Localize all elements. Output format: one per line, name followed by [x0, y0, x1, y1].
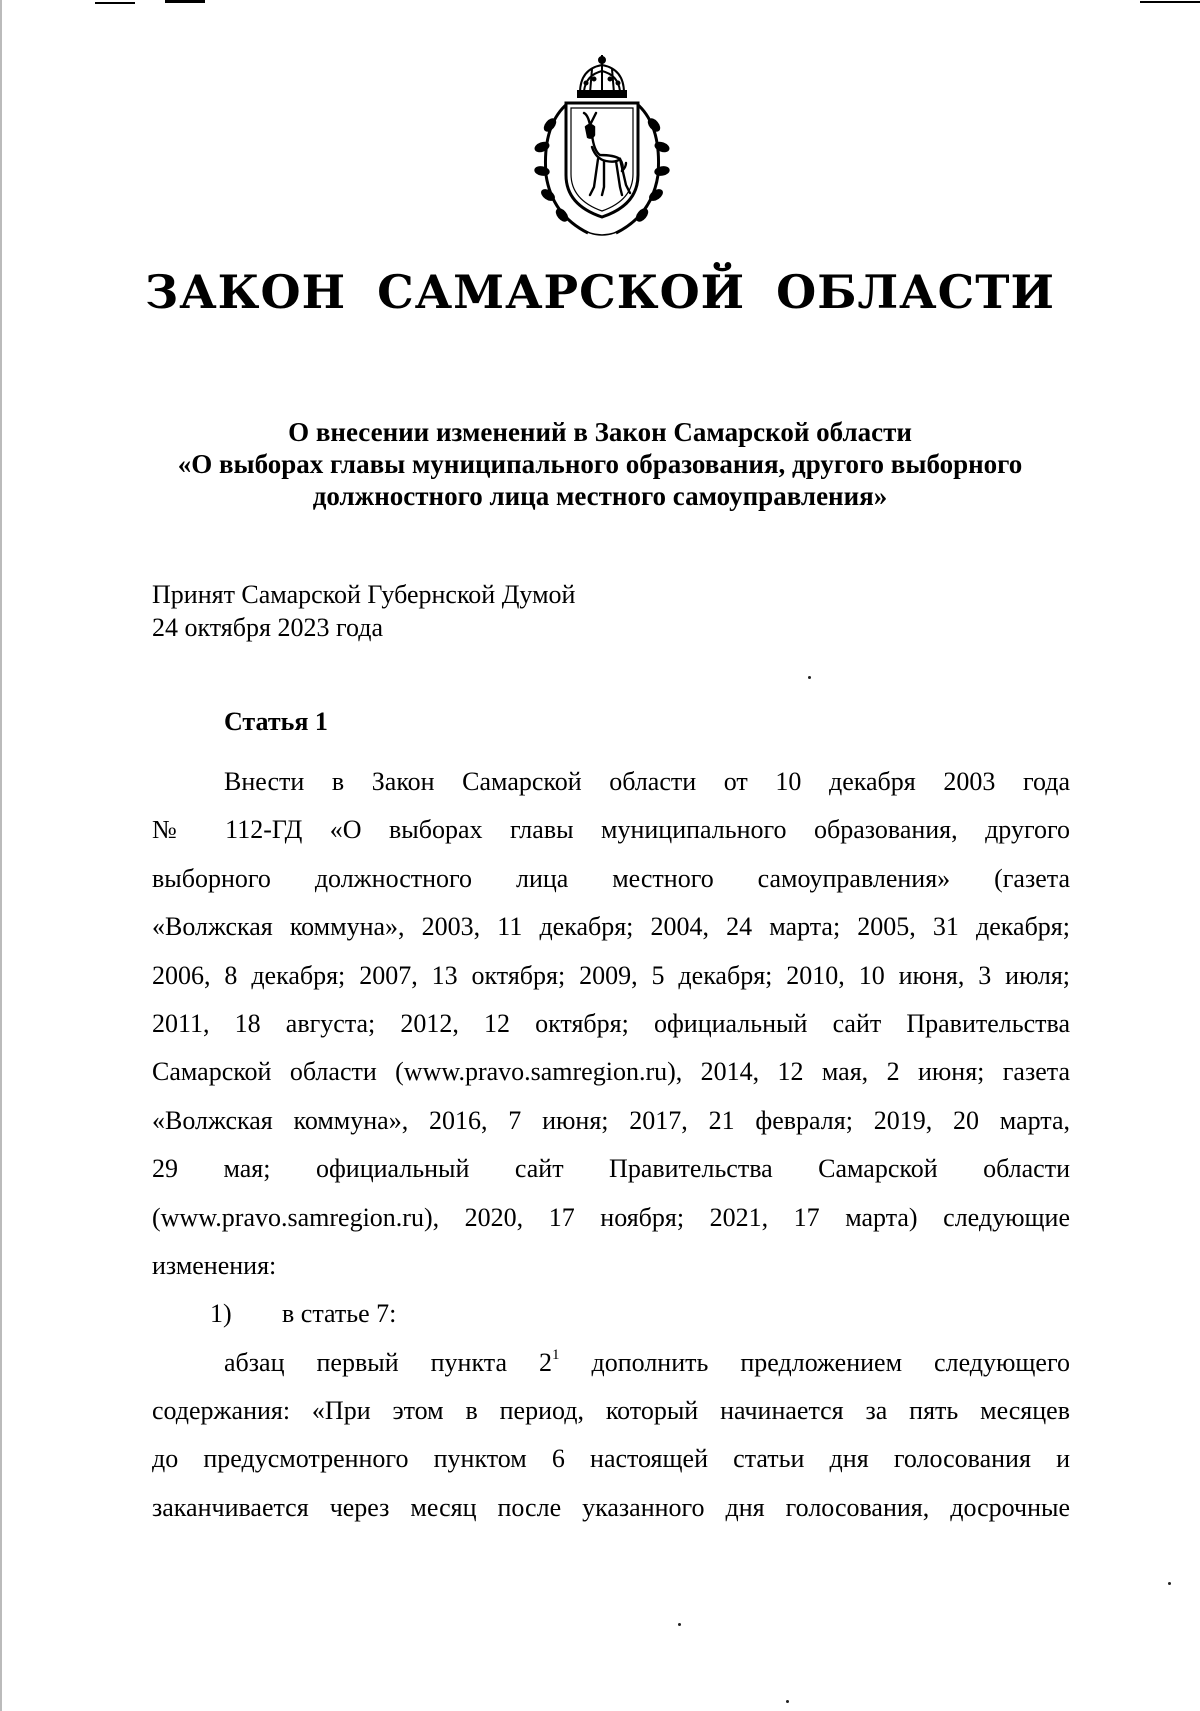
scan-artifact: [165, 0, 205, 3]
text-line: (www.pravo.samregion.ru), 2020, 17 ноября; 2021, 17 марта) следующие: [152, 1202, 1070, 1232]
text-line: содержания: «При этом в период, который начинается за пять месяцев: [152, 1396, 1070, 1426]
paragraph-start: абзац первый пункта 2: [224, 1347, 553, 1377]
scan-speck: [1168, 1582, 1171, 1585]
list-item: [152, 1290, 1070, 1338]
list-item-number: 1): [210, 1299, 232, 1329]
text-line: до предусмотренного пунктом 6 настоящей статьи дня голосования и: [152, 1444, 1070, 1474]
superscript: 1: [552, 1347, 560, 1364]
text-line: «Волжская коммуна», 2016, 7 июня; 2017, 21 февраля; 2019, 20 марта,: [152, 1105, 1070, 1135]
crown-icon: [578, 55, 626, 97]
text-line: Самарской области (www.pravo.samregion.ru), 2014, 12 мая, 2 июня; газета: [152, 1057, 1070, 1087]
text-line: заканчивается через месяц после указанного дня голосования, досрочные: [152, 1492, 1070, 1522]
adoption-date: 24 октября 2023 года: [152, 613, 383, 642]
text-line: 29 мая; официальный сайт Правительства Самарской области: [152, 1154, 1070, 1184]
adoption-info: [152, 578, 575, 644]
text-line: изменения:: [152, 1250, 277, 1280]
subtitle-line: О внесении изменений в Закон Самарской области: [288, 417, 912, 447]
article-body: [152, 758, 1070, 1532]
text-line: [152, 1339, 1070, 1387]
scan-speck: [786, 1700, 789, 1703]
text-line: Внести в Закон Самарской области от 10 декабря 2003 года: [224, 767, 1070, 796]
list-item-text: в статье 7:: [282, 1299, 397, 1329]
subtitle-line: должностного лица местного самоуправления»: [312, 481, 888, 511]
text-line: № 112-ГД «О выборах главы муниципального образования, другого: [152, 815, 1070, 845]
scan-artifact: [95, 2, 135, 4]
law-subtitle: [100, 416, 1100, 512]
scan-artifact: [0, 0, 2, 1711]
subtitle-line: «О выборах главы муниципального образования, другого выборного: [177, 449, 1023, 479]
text-line: выборного должностного лица местного самоуправления» (газета: [152, 863, 1070, 893]
paragraph-end: дополнить предложением следующего: [559, 1347, 1070, 1377]
adopted-by: Принят Самарской Губернской Думой: [152, 580, 576, 609]
law-title: ЗАКОН САМАРСКОЙ ОБЛАСТИ: [145, 265, 1055, 319]
scan-speck: [808, 676, 811, 679]
samara-coat-of-arms-emblem: [528, 55, 676, 243]
scan-speck: [678, 1623, 681, 1626]
scan-artifact: [1140, 1, 1200, 3]
text-line: 2006, 8 декабря; 2007, 13 октября; 2009, 5 декабря; 2010, 10 июня, 3 июля;: [152, 960, 1070, 990]
text-line: «Волжская коммуна», 2003, 11 декабря; 2004, 24 марта; 2005, 31 декабря;: [152, 912, 1070, 942]
text-line: 2011, 18 августа; 2012, 12 октября; официальный сайт Правительства: [152, 1008, 1070, 1038]
article-heading: Статья 1: [224, 707, 328, 736]
